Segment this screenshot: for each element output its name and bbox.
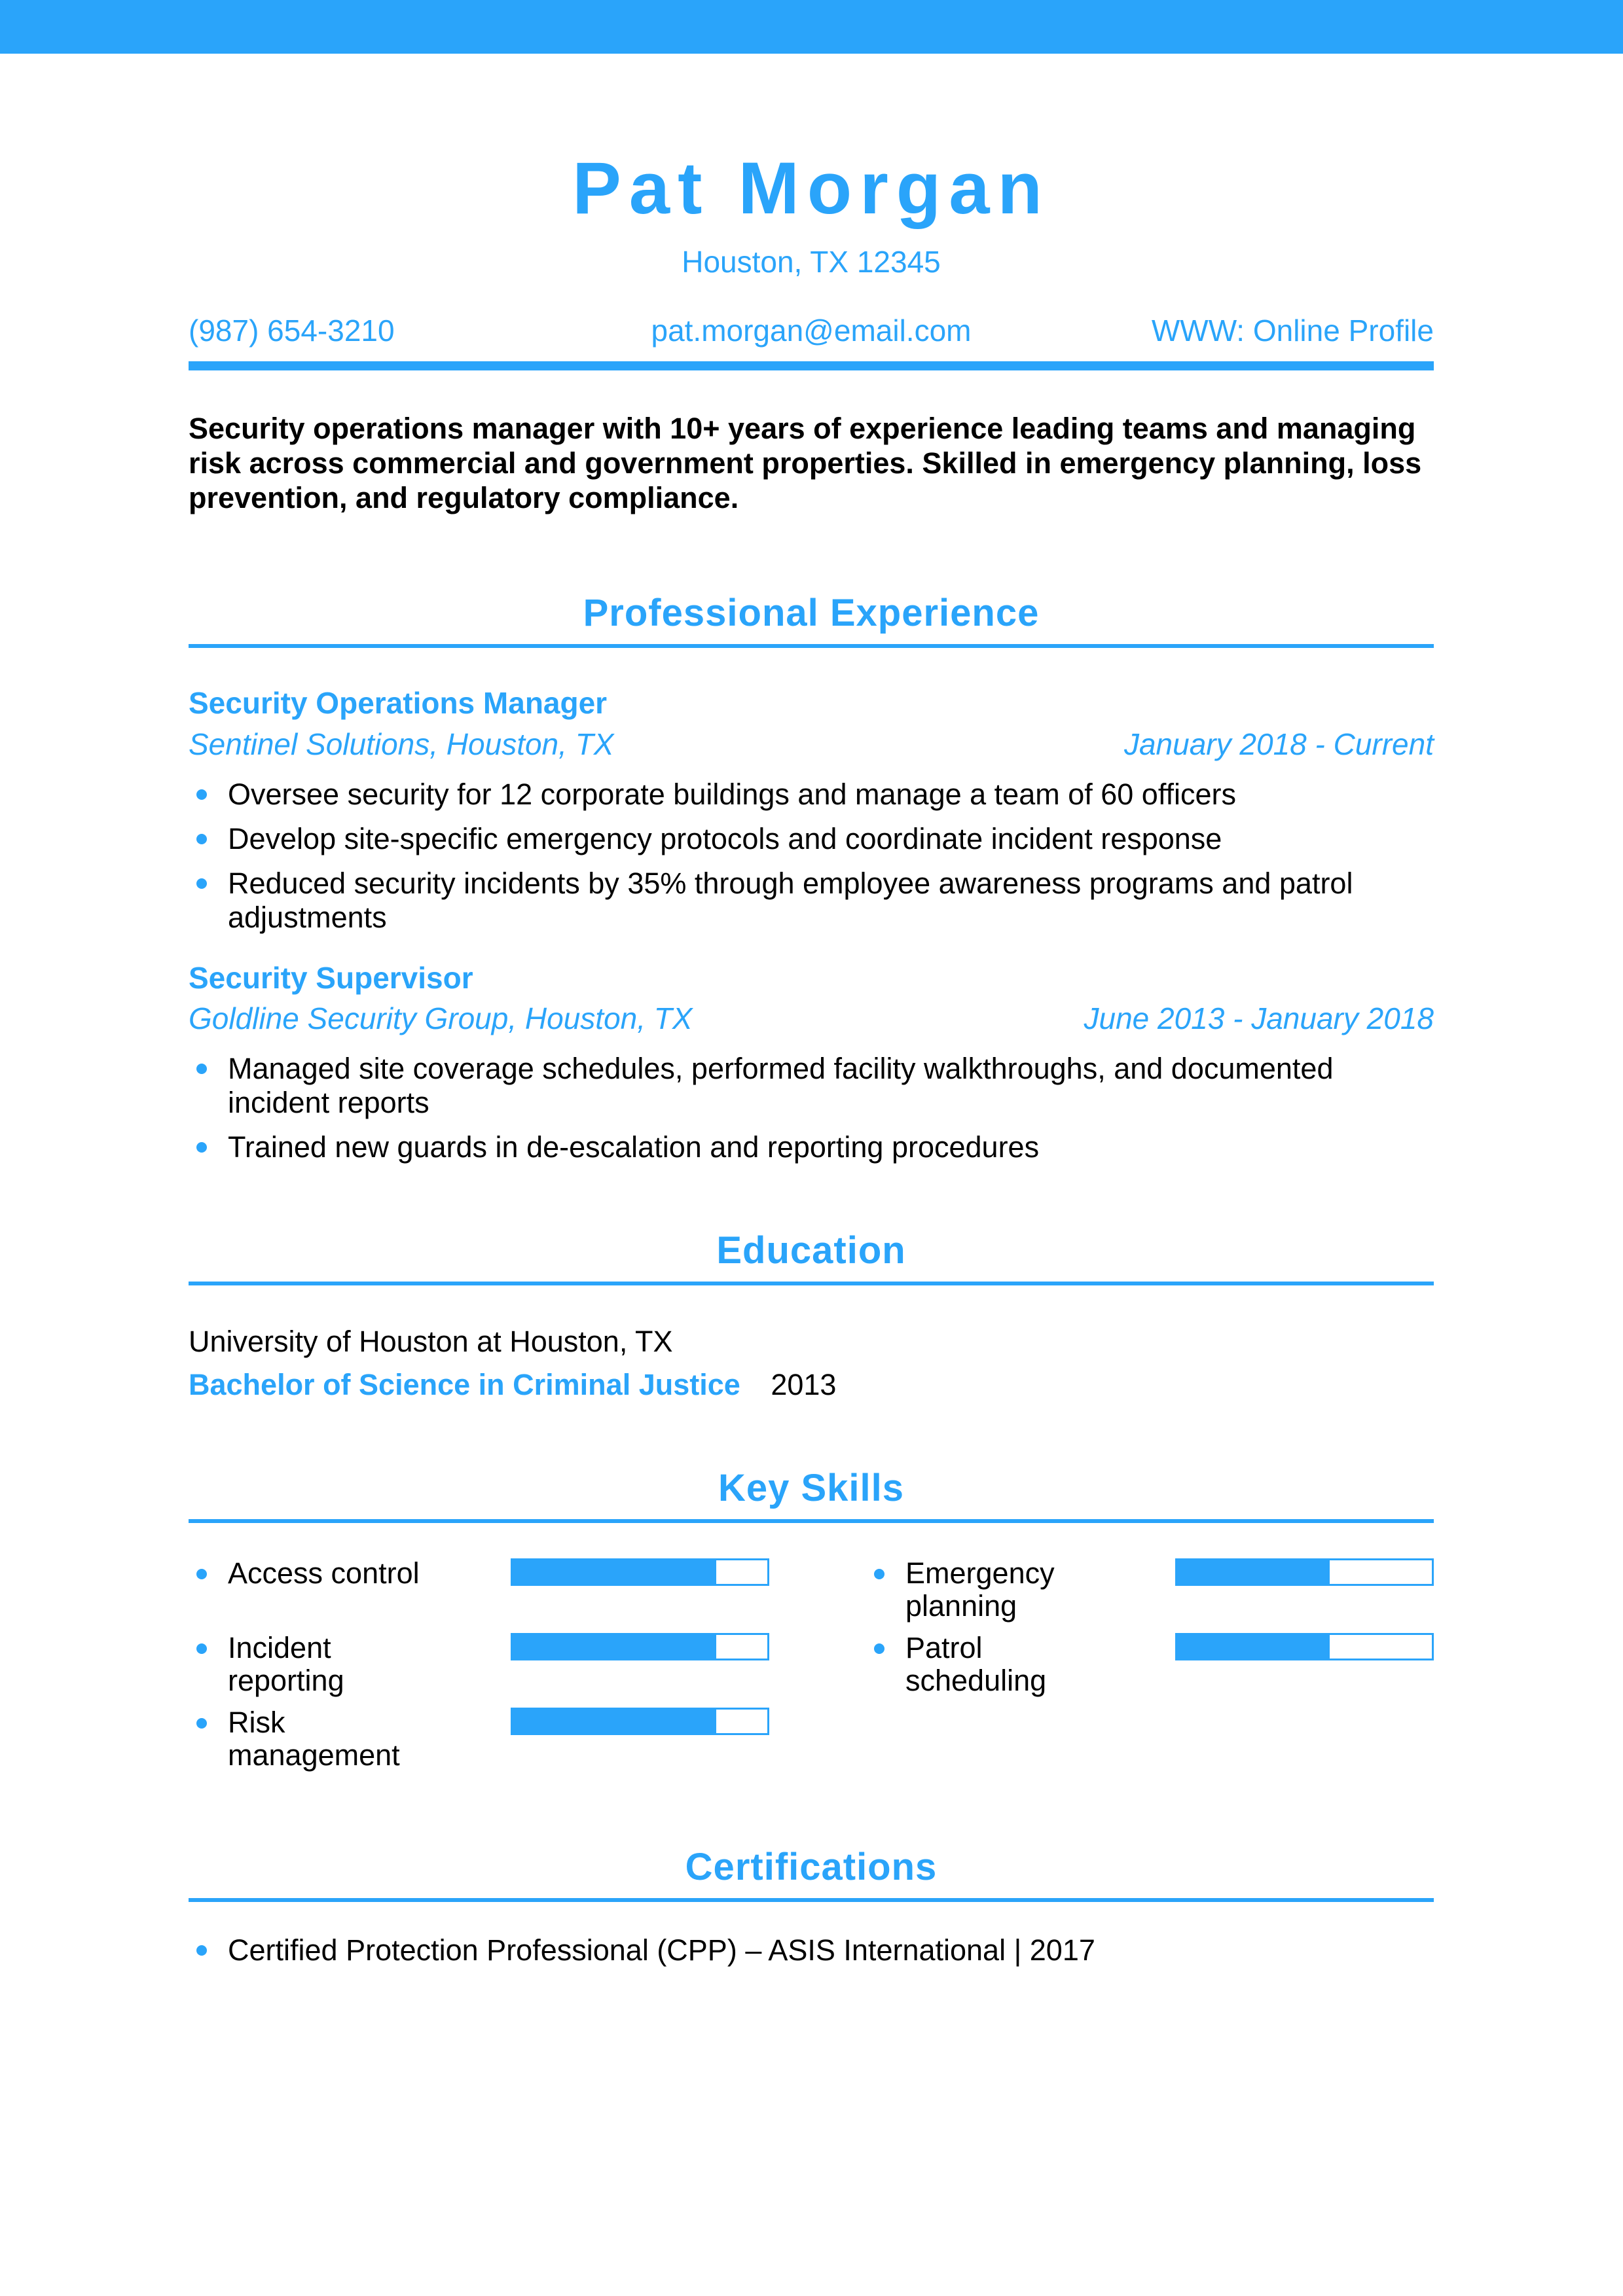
bullet-icon xyxy=(196,834,207,844)
website-text: WWW: Online Profile xyxy=(1151,313,1434,348)
skill-label: Emergency planning xyxy=(905,1556,1055,1623)
section-divider xyxy=(189,644,1434,648)
degree-text: Bachelor of Science in Criminal Justice xyxy=(189,1368,740,1402)
certification-item xyxy=(189,1933,1434,1967)
list-item xyxy=(189,1052,1434,1120)
list-item xyxy=(189,867,1434,935)
bullet-icon xyxy=(196,789,207,800)
skill-item xyxy=(189,1557,811,1623)
bullet-icon xyxy=(196,878,207,889)
header-divider xyxy=(189,361,1434,370)
skill-bar-fill xyxy=(1177,1560,1330,1584)
bullet-icon xyxy=(196,1643,207,1654)
skill-item xyxy=(189,1632,811,1697)
bullet-icon xyxy=(196,1569,207,1579)
bullet-text: Managed site coverage schedules, performed facility walkthroughs, and documented incident reports xyxy=(228,1052,1334,1120)
school-text: University of Houston at Houston, TX xyxy=(189,1325,673,1359)
skill-bar-fill xyxy=(513,1560,716,1584)
bullet-text: Oversee security for 12 corporate buildings and manage a team of 60 officers xyxy=(228,777,1237,811)
skill-label: Patrol scheduling xyxy=(905,1631,1047,1698)
job-meta-row xyxy=(189,727,1434,762)
degree-row xyxy=(189,1368,1434,1402)
bullet-icon xyxy=(196,1945,207,1956)
section-key-skills xyxy=(189,1467,1434,1781)
header xyxy=(189,147,1434,370)
skill-item xyxy=(811,1632,1434,1697)
company-text: Goldline Security Group, Houston, TX xyxy=(189,1001,693,1036)
skill-bar xyxy=(1175,1633,1434,1660)
contact-row xyxy=(189,314,1434,348)
graduation-year-text: 2013 xyxy=(771,1368,837,1402)
certification-text: Certified Protection Professional (CPP) – ASIS International | 2017 xyxy=(228,1933,1095,1967)
skill-bar xyxy=(1175,1558,1434,1586)
skill-bar xyxy=(511,1558,769,1586)
bullet-text: Develop site-specific emergency protocols and coordinate incident response xyxy=(228,821,1222,855)
skills-section-title: Key Skills xyxy=(718,1467,905,1510)
list-item xyxy=(189,778,1434,812)
bullet-icon xyxy=(874,1569,884,1579)
section-certifications xyxy=(189,1846,1434,1967)
education-section-title: Education xyxy=(716,1229,906,1272)
section-experience xyxy=(189,592,1434,1165)
job-title: Security Supervisor xyxy=(189,960,473,995)
job-entry xyxy=(189,961,1434,1165)
skill-item xyxy=(189,1706,811,1772)
company-text: Sentinel Solutions, Houston, TX xyxy=(189,726,614,761)
list-item xyxy=(189,822,1434,856)
bullet-list xyxy=(189,1052,1434,1164)
skill-bar-fill xyxy=(513,1710,716,1733)
bullet-icon xyxy=(874,1643,884,1654)
experience-section-title: Professional Experience xyxy=(583,591,1040,634)
summary-text: Security operations manager with 10+ years of experience leading teams and managing risk across commercial and government properties. Skilled in emergency planning, loss prevention, and regulatory compliance. xyxy=(189,411,1422,514)
email-text: pat.morgan@email.com xyxy=(651,313,972,348)
phone-text: (987) 654-3210 xyxy=(189,313,395,348)
skill-label: Incident reporting xyxy=(228,1631,344,1698)
bullet-text: Reduced security incidents by 35% through employee awareness programs and patrol adjustments xyxy=(228,866,1353,934)
skill-label: Access control xyxy=(228,1556,420,1590)
section-divider xyxy=(189,1898,1434,1902)
bullet-list xyxy=(189,778,1434,935)
dates-text: June 2013 - January 2018 xyxy=(1084,1001,1434,1036)
name-title: Pat Morgan xyxy=(572,147,1050,229)
section-divider xyxy=(189,1519,1434,1523)
page-content xyxy=(0,147,1623,1967)
location-text: Houston, TX 12345 xyxy=(682,245,941,279)
skill-bar xyxy=(511,1708,769,1735)
list-item xyxy=(189,1130,1434,1164)
skill-bar-fill xyxy=(1177,1635,1330,1659)
bullet-icon xyxy=(196,1064,207,1074)
bullet-icon xyxy=(196,1718,207,1729)
skill-label: Risk management xyxy=(228,1706,400,1772)
dates-text: January 2018 - Current xyxy=(1123,726,1434,761)
skills-grid xyxy=(189,1557,1434,1781)
skill-bar-fill xyxy=(513,1635,716,1659)
certifications-section-title: Certifications xyxy=(685,1846,938,1889)
bullet-text: Trained new guards in de-escalation and reporting procedures xyxy=(228,1130,1040,1164)
skill-item xyxy=(811,1557,1434,1623)
job-title: Security Operations Manager xyxy=(189,685,608,720)
job-entry xyxy=(189,686,1434,935)
section-divider xyxy=(189,1282,1434,1285)
job-meta-row xyxy=(189,1001,1434,1036)
skill-bar xyxy=(511,1633,769,1660)
bullet-icon xyxy=(196,1142,207,1153)
section-education xyxy=(189,1230,1434,1402)
certification-list xyxy=(189,1933,1434,1967)
top-accent-bar xyxy=(0,0,1623,54)
